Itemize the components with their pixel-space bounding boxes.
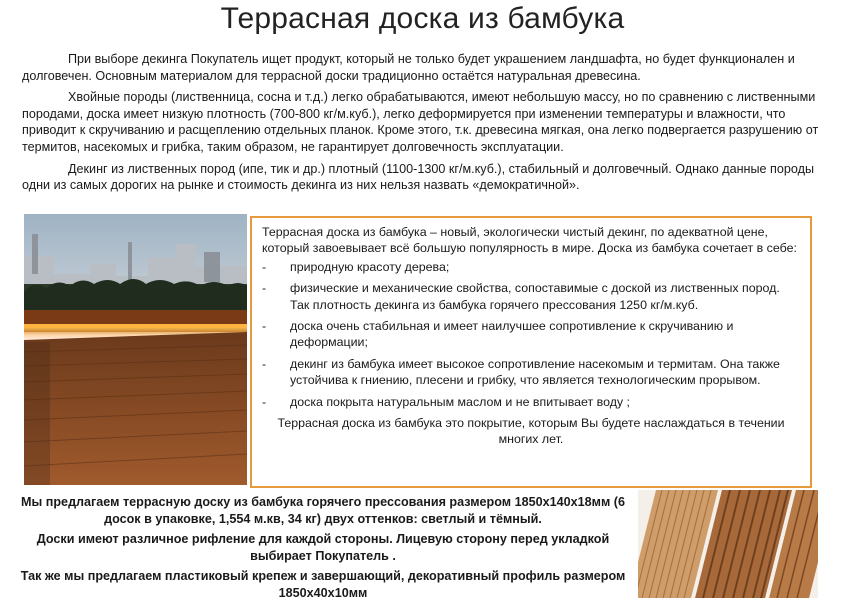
box-lead-text: Террасная доска из бамбука – новый, экологически чистый декинг, по адекватной цене, который завоевывает всё большую популярность в мире. Доска из бамбука сочетает в себе: — [262, 225, 797, 256]
box-closing-text: Террасная доска из бамбука это покрытие, которым Вы будете наслаждаться в течении многих лет. — [277, 416, 785, 447]
offer-paragraph: Так же мы предлагаем пластиковый крепеж и завершающий, декоративный профиль размером 1850х40х10мм — [20, 569, 626, 600]
bullet-dash: - — [262, 259, 267, 274]
bullet-dash: - — [262, 356, 267, 371]
offer-text — [14, 494, 632, 606]
list-item: - декинг из бамбука имеет высокое сопротивление насекомым и термитам. Она также устойчива к гниению, плесени и грибку, что является технологическим прорывом. — [262, 356, 780, 388]
offer-paragraph: Мы предлагаем террасную доску из бамбука горячего прессования размером 1850х140х18мм (6 досок в упаковке, 1,554 м.кв, 34 кг) двух оттенков: светлый и тёмный. — [21, 495, 625, 526]
rooftop-terrace-photo — [24, 214, 247, 485]
list-item: - доска покрыта натуральным маслом и не впитывает воду ; — [262, 394, 631, 409]
bamboo-planks-photo — [638, 490, 818, 598]
list-item: - физические и механические свойства, сопоставимые с доской из лиственных пород. Так плотность декинга из бамбука горячего прессования 1250 кг/м.куб. — [262, 281, 780, 312]
bullet-dash: - — [262, 394, 267, 409]
benefits-list — [262, 259, 800, 410]
bullet-dash: - — [262, 319, 267, 334]
intro-paragraph: Хвойные породы (лиственница, сосна и т.д.) легко обрабатываются, имеют небольшую массу, но по сравнению с лиственными породами, доска имеет низкую плотность (700-800 кг/м.куб.), легко деформируется при изменении температуры и влажности, что приводит к скручиванию и расщеплению отдельных планок. Кроме этого, т.к. древесина мягкая, она легко подвергается разрушению от термитов, насекомых и грибка, таким образом, не гарантирует долговечность эксплуатации. — [22, 90, 819, 154]
bamboo-benefits-box — [250, 216, 812, 488]
intro-paragraph: Декинг из лиственных пород (ипе, тик и др.) плотный (1100-1300 кг/м.куб.), стабильный и долговечный. Однако данные породы одни из самых дорогих на рынке и стоимость декинга из них нельзя назвать «демократичной». — [22, 161, 815, 193]
page-title: Террасная доска из бамбука — [220, 2, 625, 35]
intro-text — [22, 51, 830, 199]
bullet-dash: - — [262, 281, 267, 296]
offer-paragraph: Доски имеют различное рифление для каждой стороны. Лицевую сторону перед укладкой выбирает Покупатель . — [36, 532, 610, 563]
list-item: - доска очень стабильная и имеет наилучшее сопротивление к скручиванию и деформации; — [262, 319, 734, 350]
list-item: - природную красоту дерева; — [262, 259, 450, 274]
intro-paragraph: При выборе декинга Покупатель ищет продукт, который не только будет украшением ландшафта, но будет функционален и долговечен. Основным материалом для террасной доски традиционно остаётся натуральная древесина. — [22, 52, 795, 83]
